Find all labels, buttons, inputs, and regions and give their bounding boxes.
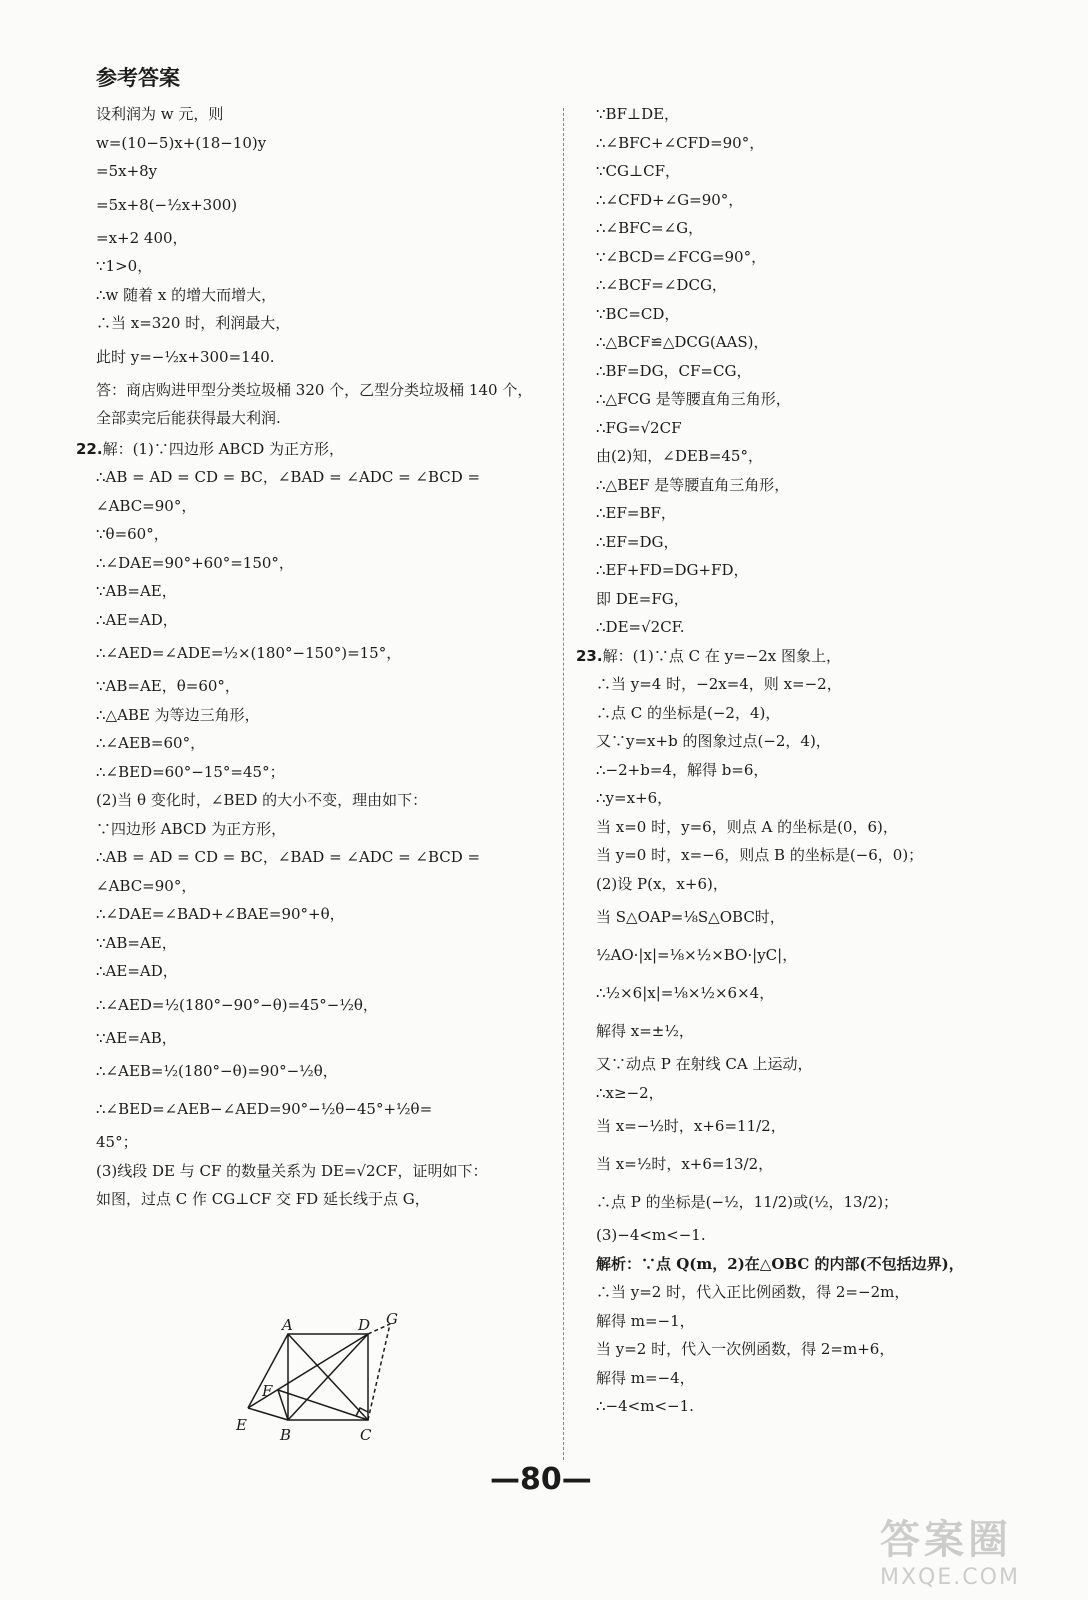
text-line: 解得 m=−4， xyxy=(596,1368,695,1387)
text-line: ∴EF=BF， xyxy=(596,504,676,522)
text-line: ∴AB = AD = CD = BC，∠BAD = ∠ADC = ∠BCD = xyxy=(96,468,481,486)
text-line: ∴∠DAE=90°+60°=150°， xyxy=(96,553,294,572)
segment-bf xyxy=(278,1390,288,1420)
text-line: ∵BC=CD， xyxy=(596,304,680,323)
text-line: 此时 y=−½x+300=140. xyxy=(96,347,275,366)
text-line: ∴△ABE 为等边三角形， xyxy=(96,705,260,724)
text-line: 45°； xyxy=(96,1133,138,1151)
text-line: (3)−4<m<−1. xyxy=(596,1226,706,1244)
text-line: ∴∠BED=60°−15°=45°； xyxy=(96,762,285,781)
text-line: ∴−4<m<−1. xyxy=(596,1397,694,1415)
watermark-url: MXQE.COM xyxy=(880,1565,1020,1590)
text-line: ∴∠BFC=∠G， xyxy=(596,219,704,237)
text-line: ∴△FCG 是等腰直角三角形， xyxy=(596,390,791,408)
label-g: G xyxy=(386,1312,398,1328)
text-line: ∴∠BCF=∠DCG， xyxy=(596,276,727,294)
text-line: ∴∠AEB=½(180°−θ)=90°−½θ， xyxy=(96,1062,338,1080)
text-line: ∴∠BFC+∠CFD=90°， xyxy=(596,133,765,152)
text-line: 解：(1)∵点 C 在 y=−2x 图象上， xyxy=(602,646,841,665)
text-line: 又∵y=x+b 的图象过点(−2，4)， xyxy=(596,732,831,750)
label-c: C xyxy=(360,1426,372,1444)
text-line: (2)设 P(x，x+6)， xyxy=(596,874,728,893)
text-line: ∴当 y=4 时，−2x=4，则 x=−2， xyxy=(596,675,842,693)
segment-eb xyxy=(248,1408,288,1420)
text-line: ∵1>0， xyxy=(96,257,153,275)
geometry-figure xyxy=(230,1312,430,1452)
text-line: ∴△BCF≌△DCG(AAS)， xyxy=(596,333,769,351)
text-line: ∴∠BED=∠AEB−∠AED=90°−½θ−45°+½θ= xyxy=(96,1100,433,1118)
text-line: ∵四边形 ABCD 为正方形， xyxy=(96,819,287,838)
text-line: 当 x=0 时，y=6，则点 A 的坐标是(0，6)， xyxy=(596,817,898,836)
problem-number: 22. xyxy=(76,439,103,458)
text-line: ∴∠DAE=∠BAD+∠BAE=90°+θ， xyxy=(96,905,345,923)
text-line: (3)线段 DE 与 CF 的数量关系为 DE=√2CF，证明如下： xyxy=(96,1161,488,1180)
text-line: ½AO·|x|=⅛×½×BO·|yC|， xyxy=(596,946,798,964)
text-line: =x+2 400， xyxy=(96,228,188,247)
label-b: B xyxy=(280,1426,292,1444)
segment-cg xyxy=(368,1324,390,1420)
page-title: 参考答案 xyxy=(96,66,180,90)
text-line: =5x+8(−½x+300) xyxy=(96,195,238,214)
text-line: ∴EF+FD=DG+FD， xyxy=(596,561,749,579)
text-line: 即 DE=FG， xyxy=(596,589,689,608)
problem-22-line xyxy=(76,435,546,464)
watermark-text: 答案圈 xyxy=(880,1517,1012,1563)
label-f: F xyxy=(262,1382,273,1400)
label-d: D xyxy=(358,1316,371,1334)
text-line: ∵AB=AE， xyxy=(96,582,177,600)
text-line: ∴AB = AD = CD = BC，∠BAD = ∠ADC = ∠BCD = xyxy=(96,848,481,866)
text-line: 解析：∵点 Q(m，2)在△OBC 的内部(不包括边界)， xyxy=(596,1254,964,1273)
text-line: ∴w 随着 x 的增大而增大， xyxy=(96,285,277,304)
left-column xyxy=(76,100,546,1214)
text-line: 当 y=0 时，x=−6，则点 B 的坐标是(−6，0)； xyxy=(596,846,924,864)
text-line: 如图，过点 C 作 CG⊥CF 交 FD 延长线于点 G， xyxy=(96,1190,430,1208)
text-line: ∵AE=AB， xyxy=(96,1028,177,1047)
text-line: ∴∠AED=∠ADE=½×(180°−150°)=15°， xyxy=(96,644,402,662)
text-line: ∴∠AED=½(180°−90°−θ)=45°−½θ， xyxy=(96,995,378,1014)
text-line: 由(2)知，∠DEB=45°， xyxy=(596,447,763,465)
text-line: ∴y=x+6， xyxy=(596,789,673,807)
text-line: ∴△BEF 是等腰直角三角形， xyxy=(596,475,790,494)
page-number: —80— xyxy=(490,1462,592,1497)
text-line: ∵BF⊥DE， xyxy=(596,105,680,123)
label-e: E xyxy=(236,1416,247,1434)
text-line: (2)当 θ 变化时，∠BED 的大小不变，理由如下： xyxy=(96,791,428,809)
text-line: 当 x=−½时，x+6=11/2， xyxy=(596,1117,786,1135)
text-line: 当 y=2 时，代入一次例函数，得 2=m+6， xyxy=(596,1340,895,1358)
text-line: =5x+8y xyxy=(96,162,158,180)
text-line: ∵AB=AE，θ=60°， xyxy=(96,677,240,695)
text-line: ∴AE=AD， xyxy=(96,962,178,980)
label-a: A xyxy=(282,1316,293,1334)
right-column xyxy=(576,100,1036,1421)
text-line: 解：(1)∵四边形 ABCD 为正方形， xyxy=(102,439,345,458)
column-divider xyxy=(563,108,564,1460)
problem-23-line xyxy=(576,642,1036,671)
text-line: ∴∠CFD+∠G=90°， xyxy=(596,190,744,209)
text-line: ∠ABC=90°， xyxy=(96,496,197,515)
text-line: 当 S△OAP=⅛S△OBC时， xyxy=(596,908,785,926)
text-line: ∴x≥−2， xyxy=(596,1083,664,1102)
text-line: ∴点 P 的坐标是(−½，11/2)或(½，13/2)； xyxy=(596,1193,899,1211)
text-line: ∴BF=DG，CF=CG， xyxy=(596,361,752,380)
text-line: 解得 m=−1， xyxy=(596,1311,695,1330)
text-line: ∵CG⊥CF， xyxy=(596,162,680,180)
text-line: 解得 x=±½， xyxy=(596,1022,694,1040)
text-line: 设利润为 w 元，则 xyxy=(96,105,224,123)
text-line: ∠ABC=90°， xyxy=(96,876,197,895)
text-line: ∵θ=60°， xyxy=(96,525,169,543)
text-line: ∴−2+b=4，解得 b=6， xyxy=(596,760,769,779)
text-line: 答：商店购进甲型分类垃圾桶 320 个，乙型分类垃圾桶 140 个，全部卖完后能获得最大利润. xyxy=(96,380,533,427)
text-line: ∴EF=DG， xyxy=(596,532,679,551)
problem-number: 23. xyxy=(576,646,603,665)
text-line: ∵∠BCD=∠FCG=90°， xyxy=(596,247,767,266)
text-line: ∴当 x=320 时，利润最大， xyxy=(96,314,291,332)
text-line: ∴当 y=2 时，代入正比例函数，得 2=−2m， xyxy=(596,1283,910,1301)
text-line: 又∵动点 P 在射线 CA 上运动， xyxy=(596,1055,813,1073)
text-line: w=(10−5)x+(18−10)y xyxy=(96,133,267,152)
text-line: ∴FG=√2CF xyxy=(596,418,682,437)
text-line: ∴AE=AD， xyxy=(96,610,178,629)
text-line: 当 x=½时，x+6=13/2， xyxy=(596,1155,774,1173)
text-line: ∴½×6|x|=⅛×½×6×4， xyxy=(596,984,775,1002)
watermark-logo xyxy=(880,1508,1070,1594)
text-line: ∴点 C 的坐标是(−2，4)， xyxy=(596,703,781,722)
text-line: ∴DE=√2CF. xyxy=(596,618,685,636)
text-line: ∴∠AEB=60°， xyxy=(96,734,206,752)
text-line: ∵AB=AE， xyxy=(96,933,177,952)
